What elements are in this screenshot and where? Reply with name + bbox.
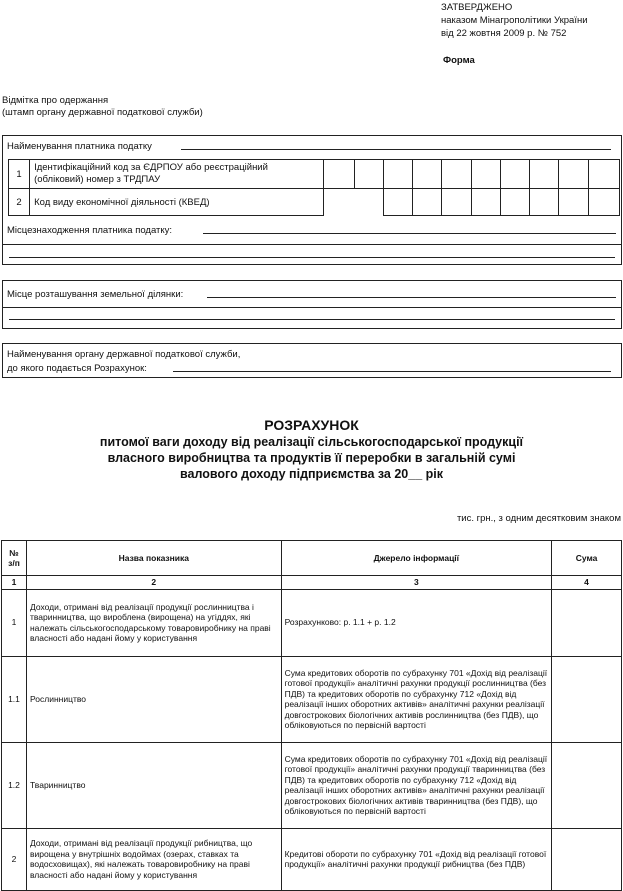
table-header xyxy=(2,541,622,576)
table-row xyxy=(2,589,622,656)
payer-name-label: Найменування платника податку xyxy=(7,141,152,152)
code-cell[interactable] xyxy=(354,160,383,189)
title-sub-1: питомої ваги доходу від реалізації сільськогосподарської продукції xyxy=(99,435,524,449)
col-number: 3 xyxy=(281,576,551,590)
tax-office-field[interactable] xyxy=(173,371,611,372)
title-sub-2: власного виробництва та продуктів її переробки в загальній сумі xyxy=(107,451,516,465)
edrpou-label-line-1: Ідентифікаційний код за ЄДРПОУ або реєстраційний xyxy=(34,162,268,173)
row-num: 2 xyxy=(2,828,27,890)
document-title xyxy=(0,416,623,482)
land-location-label: Місце розташування земельної ділянки: xyxy=(7,289,184,300)
kved-cell[interactable] xyxy=(530,189,559,216)
code-cell[interactable] xyxy=(442,160,471,189)
calculation-table xyxy=(1,540,622,891)
receipt-note xyxy=(2,95,203,119)
row-sum[interactable] xyxy=(552,828,622,890)
row-number: 1 xyxy=(9,160,30,189)
col-number: 4 xyxy=(552,576,622,590)
row-source: Сума кредитових оборотів по субрахунку 701 «Дохід від реалізації готової продукції» аналітичні рахунки продукції тваринництва (без ПДВ) та кредитових оборотів по субрахунку 712 «Дохід від реалізації інших оборотних активів» аналітичні рахунки реалізації довгострокових біологічних активів тваринництва (без ПДВ), що обліковуються по первісній вартості xyxy=(281,742,551,828)
code-cell[interactable] xyxy=(530,160,559,189)
row-name: Тваринництво xyxy=(26,742,281,828)
row-sum[interactable] xyxy=(552,589,622,656)
land-location-field-line-2[interactable] xyxy=(9,319,615,320)
kved-cell[interactable] xyxy=(471,189,500,216)
approval-block xyxy=(441,1,621,40)
approval-line: наказом Мінагрополітики України xyxy=(441,15,588,26)
kved-cell[interactable] xyxy=(442,189,471,216)
edrpou-label-line-2: (обліковий) номер з ТРДПАУ xyxy=(34,174,161,185)
column-numbers xyxy=(2,576,622,590)
code-cell[interactable] xyxy=(588,160,619,189)
divider xyxy=(3,307,621,308)
row-num: 1.1 xyxy=(2,656,27,742)
divider xyxy=(3,244,621,245)
row-num: 1.2 xyxy=(2,742,27,828)
code-cell[interactable] xyxy=(383,160,412,189)
header-num: № з/п xyxy=(2,541,27,576)
row-source: Сума кредитових оборотів по субрахунку 701 «Дохід від реалізації готової продукції» аналітичні рахунки продукції рослинництва (без ПДВ) та кредитових оборотів по субрахунку 712 «Дохід від реалізації інших оборотних активів» аналітичні рахунки реалізації довгострокових біологічних активів рослинництва (без ПДВ), що обліковуються по первісній вартості xyxy=(281,656,551,742)
table-row xyxy=(2,828,622,890)
receipt-line-2: (штамп органу державної податкової служби) xyxy=(2,107,203,118)
units-note: тис. грн., з одним десятковим знаком xyxy=(456,513,621,524)
tax-office-label-2: до якого подається Розрахунок: xyxy=(7,363,147,374)
approval-line: від 22 жовтня 2009 р. № 752 xyxy=(441,28,567,39)
code-cell[interactable] xyxy=(413,160,442,189)
row-sum[interactable] xyxy=(552,656,622,742)
title-main: РОЗРАХУНОК xyxy=(264,417,359,433)
payer-section xyxy=(2,135,622,265)
header-sum: Сума xyxy=(552,541,622,576)
row-source: Кредитові обороти по субрахунку 701 «Дохід від реалізації готової продукції» аналітичні рахунки продукції рибництва (без ПДВ) xyxy=(281,828,551,890)
land-location-field-line-1[interactable] xyxy=(207,297,616,298)
edrpou-label xyxy=(30,160,324,189)
tax-office-section xyxy=(2,343,622,378)
title-sub-3: валового доходу підприємства за 20__ рік xyxy=(179,467,444,481)
kved-cell[interactable] xyxy=(383,189,412,216)
code-cell[interactable] xyxy=(500,160,529,189)
location-field-line-2[interactable] xyxy=(9,257,615,258)
row-name: Доходи, отримані від реалізації продукції рибництва, що вирощена у внутрішніх водоймах (озерах, ставках та водосховищах), які належать товаровиробнику на праві власності або надані йому у користування xyxy=(26,828,281,890)
kved-cell[interactable] xyxy=(559,189,588,216)
code-cell[interactable] xyxy=(559,160,588,189)
row-num: 1 xyxy=(2,589,27,656)
location-field-line-1[interactable] xyxy=(203,233,616,234)
kved-label: Код виду економічної діяльності (КВЕД) xyxy=(30,189,324,216)
header-source: Джерело інформації xyxy=(281,541,551,576)
form-label: Форма xyxy=(443,55,475,66)
kved-cell[interactable] xyxy=(500,189,529,216)
approval-line: ЗАТВЕРДЖЕНО xyxy=(441,2,513,13)
row-name: Доходи, отримані від реалізації продукції рослинництва і тваринництва, що вироблена (вирощена) на угіддях, які належать сільськогосподарському товаровиробнику на праві власності або надані йому у користування xyxy=(26,589,281,656)
kved-cell[interactable] xyxy=(413,189,442,216)
row-source: Розрахунково: р. 1.1 + р. 1.2 xyxy=(281,589,551,656)
code-cell[interactable] xyxy=(471,160,500,189)
payer-codes-table xyxy=(8,159,620,216)
land-section xyxy=(2,280,622,329)
col-number: 1 xyxy=(2,576,27,590)
table-row xyxy=(2,656,622,742)
tax-office-label-1: Найменування органу державної податкової служби, xyxy=(7,349,241,360)
row-sum[interactable] xyxy=(552,742,622,828)
col-number: 2 xyxy=(26,576,281,590)
row-number: 2 xyxy=(9,189,30,216)
kved-cell[interactable] xyxy=(588,189,619,216)
payer-name-field[interactable] xyxy=(181,149,611,150)
table-row xyxy=(2,742,622,828)
header-name: Назва показника xyxy=(26,541,281,576)
code-cell[interactable] xyxy=(324,160,354,189)
receipt-line-1: Відмітка про одержання xyxy=(2,95,109,106)
location-label: Місцезнаходження платника податку: xyxy=(7,225,173,236)
row-name: Рослинництво xyxy=(26,656,281,742)
